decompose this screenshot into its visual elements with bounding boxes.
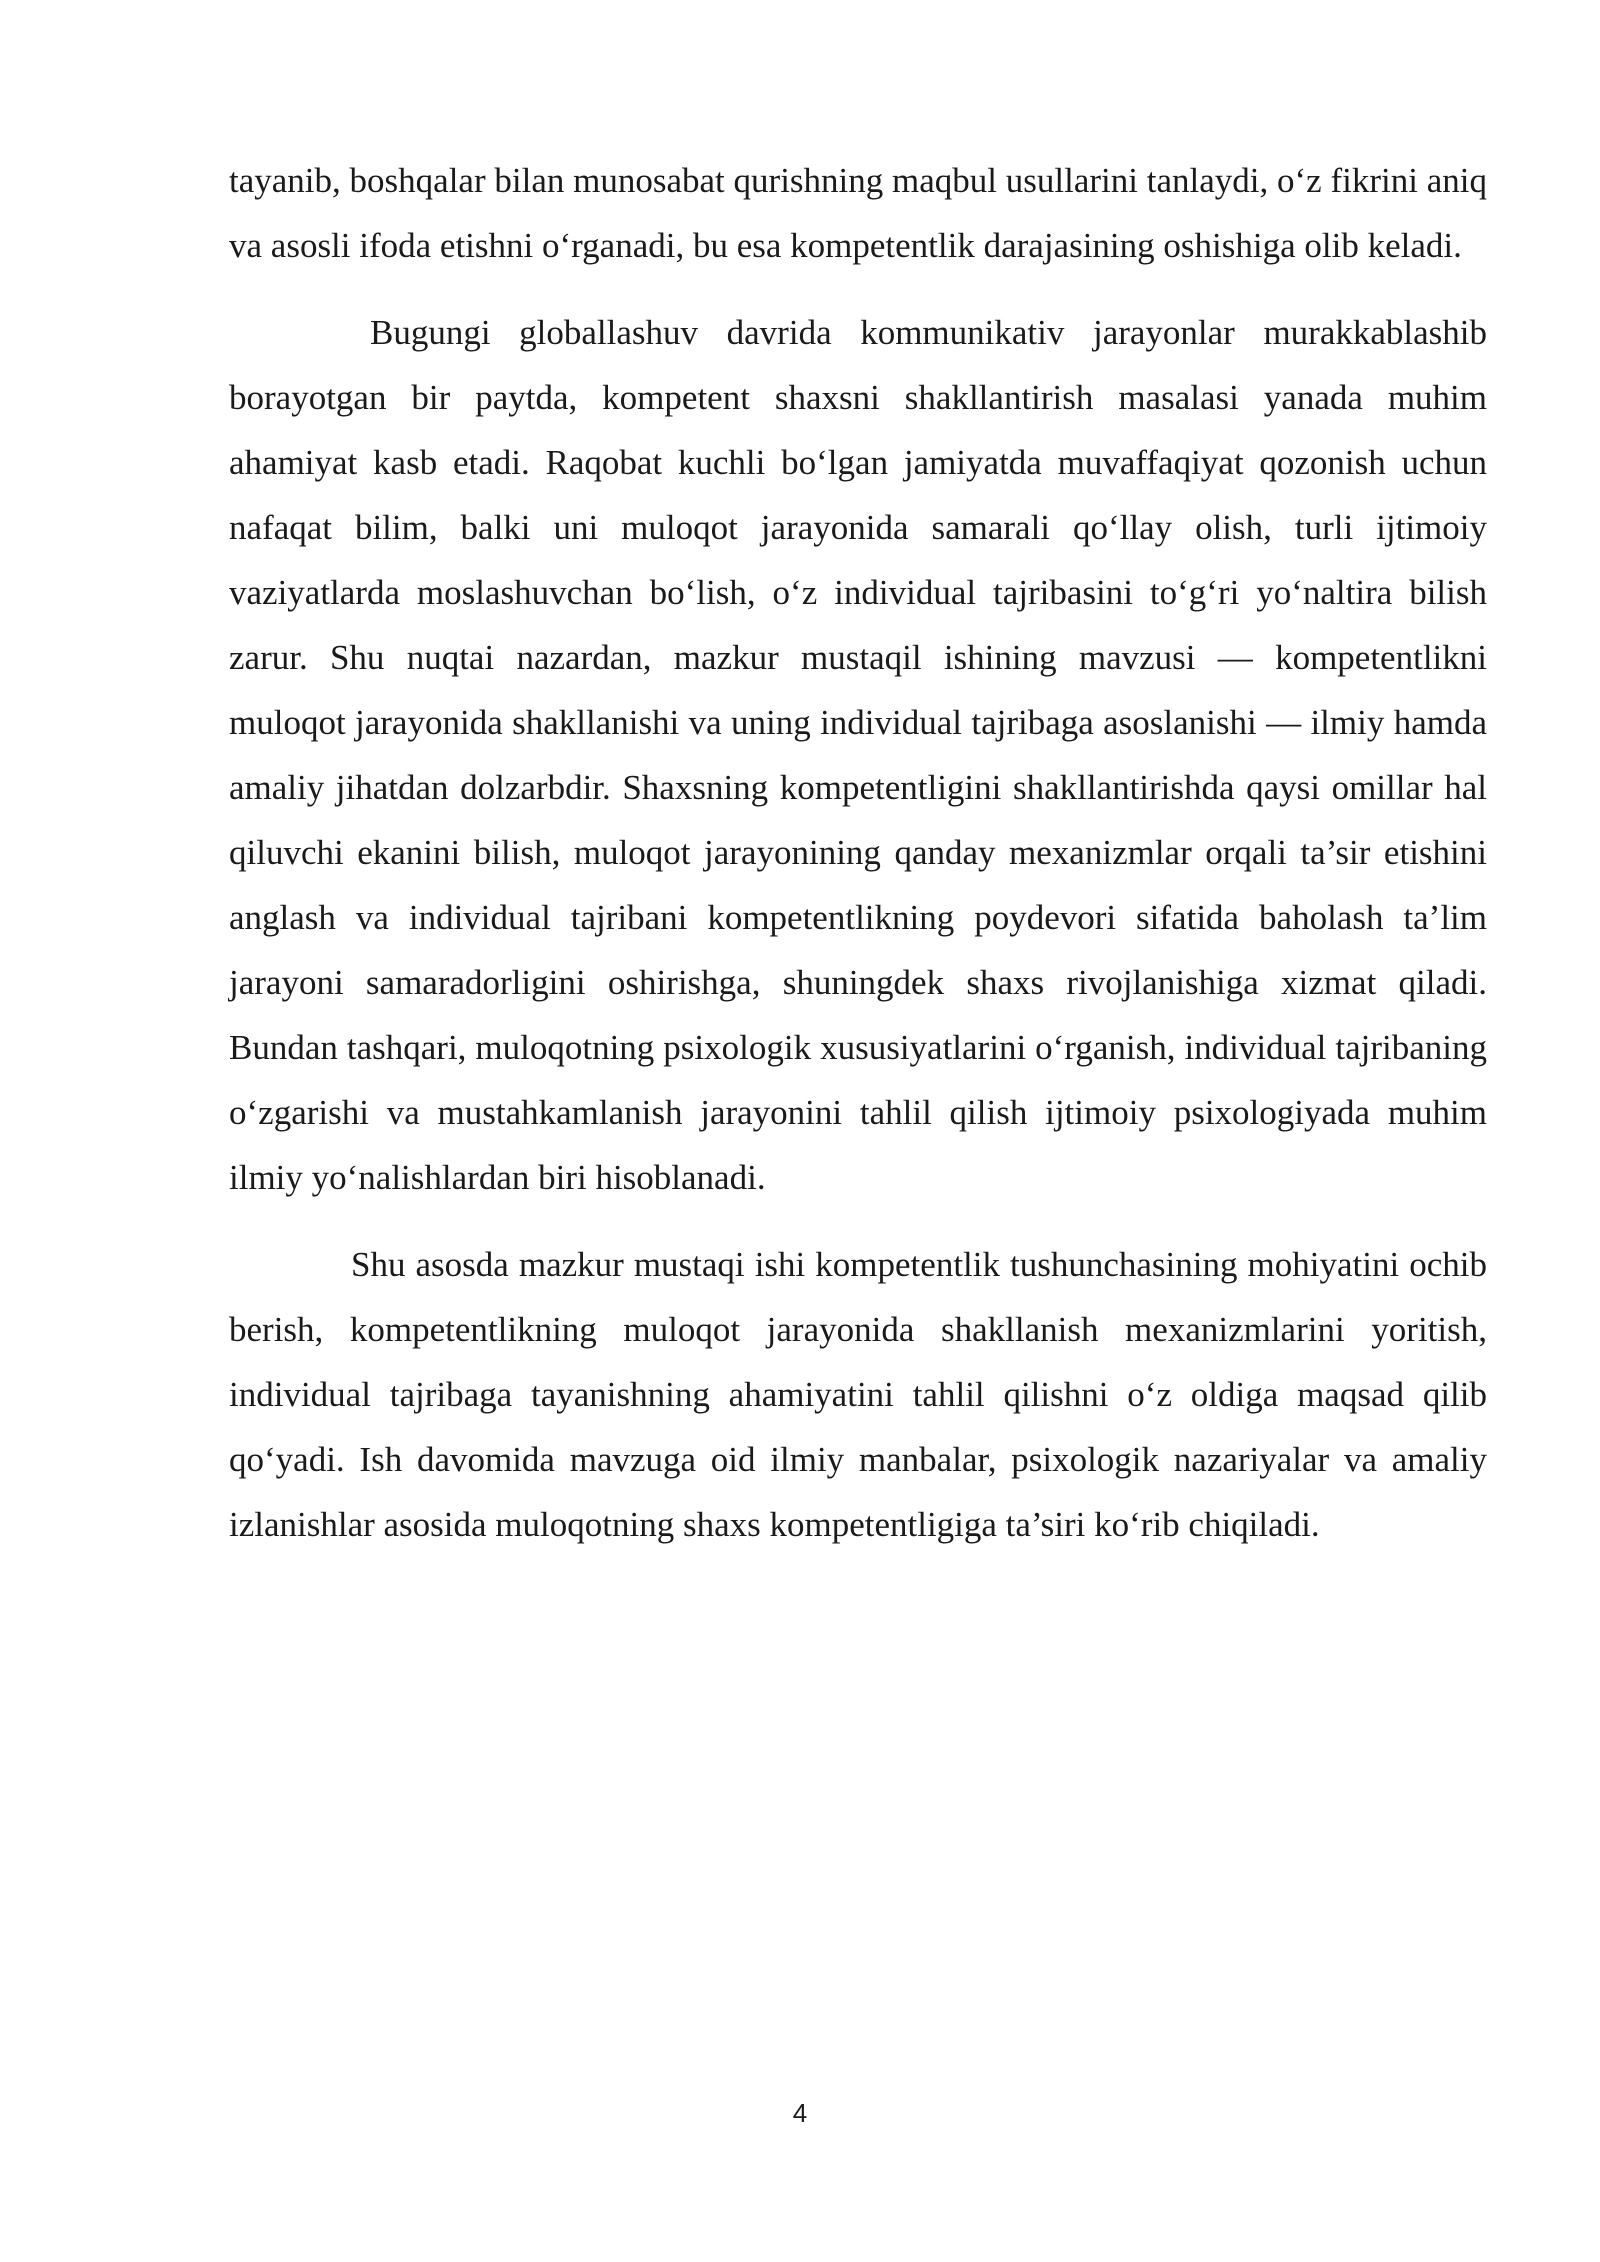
body-text [229, 148, 1487, 1557]
paragraph-purpose: Shu asosda mazkur mustaqi ishi kompetentlik tushunchasining mohiyatini ochib berish, kompetentlikning muloqot jarayonida shakllanish mexanizmlarini yoritish, individual tajribaga tayanishning ahamiyatini tahlil qilishni o‘z oldiga maqsad qilib qo‘yadi. Ish davomida mavzuga oid ilmiy manbalar, psixologik nazariyalar va amaliy izlanishlar asosida muloqotning shaxs kompetentligiga ta’siri ko‘rib chiqiladi. [229, 1245, 1487, 1544]
paragraph-continuation: tayanib, boshqalar bilan munosabat qurishning maqbul usullarini tanlaydi, o‘z fikrini aniq va asosli ifoda etishni o‘rganadi, bu esa kompetentlik darajasining oshishiga olib keladi. [229, 161, 1487, 265]
paragraph-relevance: Bugungi globallashuv davrida kommunikativ jarayonlar murakkablashib borayotgan bir paytda, kompetent shaxsni shakllantirish masalasi yanada muhim ahamiyat kasb etadi. Raqobat kuchli bo‘lgan jamiyatda muvaffaqiyat qozonish uchun nafaqat bilim, balki uni muloqot jarayonida samarali qo‘llay olish, turli ijtimoiy vaziyatlarda moslashuvchan bo‘lish, o‘z individual tajribasini to‘g‘ri yo‘naltira bilish zarur. Shu nuqtai nazardan, mazkur mustaqil ishining mavzusi — kompetentlikni muloqot jarayonida shakllanishi va uning individual tajribaga asoslanishi — ilmiy hamda amaliy jihatdan dolzarbdir. Shaxsning kompetentligini shakllantirishda qaysi omillar hal qiluvchi ekanini bilish, muloqot jarayonining qanday mexanizmlar orqali ta’sir etishini anglash va individual tajribani kompetentlikning poydevori sifatida baholash ta’lim jarayoni samaradorligini oshirishga, shuningdek shaxs rivojlanishiga xizmat qiladi. Bundan tashqari, muloqotning psixologik xususiyatlarini o‘rganish, individual tajribaning o‘zgarishi va mustahkamlanish jarayonini tahlil qilish ijtimoiy psixologiyada muhim ilmiy yo‘nalishlardan biri hisoblanadi. [229, 313, 1487, 1197]
page-number: 4 [792, 2098, 808, 2128]
